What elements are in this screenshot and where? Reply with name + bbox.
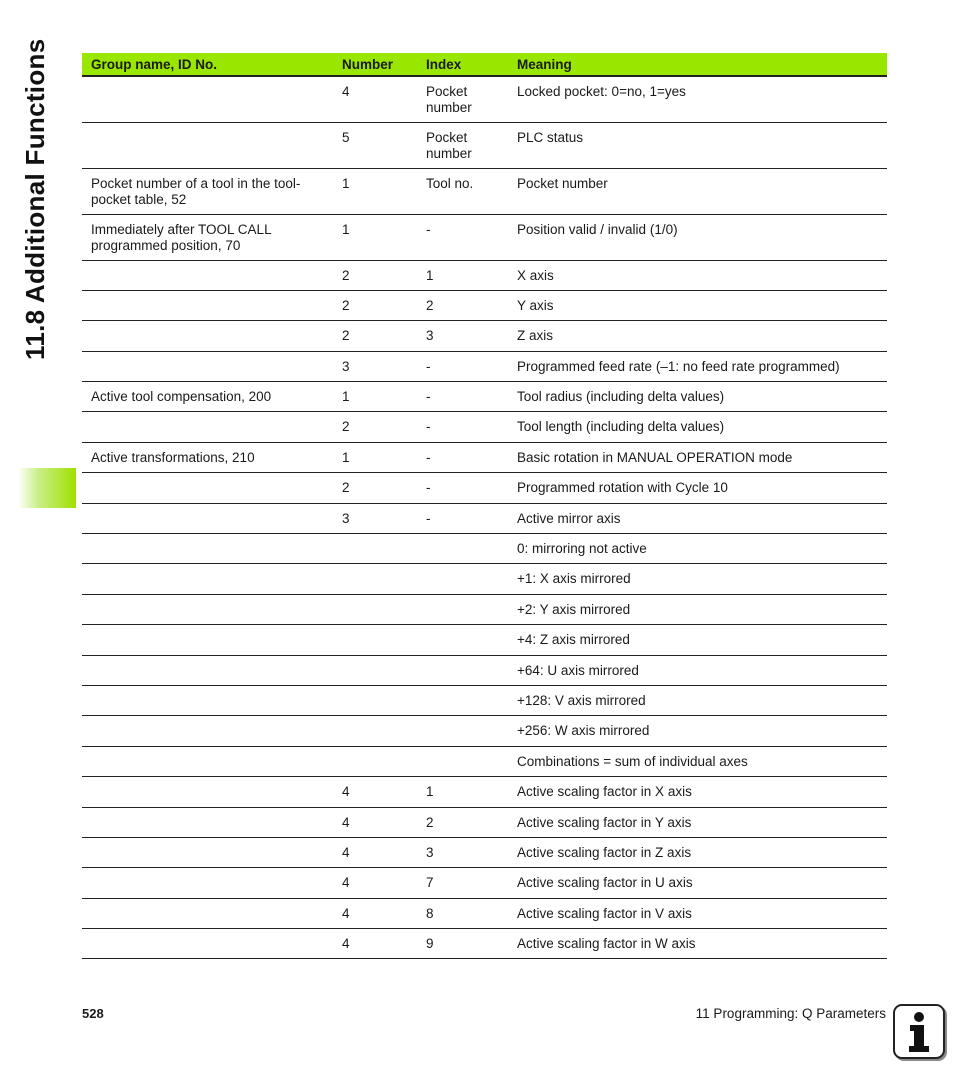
cell-group-name-text bbox=[91, 625, 324, 632]
cell-index bbox=[417, 351, 508, 381]
cell-meaning bbox=[508, 351, 887, 381]
cell-number-text: 3 bbox=[342, 510, 350, 526]
header-index: Index bbox=[417, 53, 508, 76]
cell-meaning bbox=[508, 122, 887, 168]
cell-group-name-text bbox=[91, 123, 324, 130]
cell-meaning bbox=[508, 290, 887, 320]
table-row bbox=[82, 321, 887, 351]
chapter-side-title: 11.8 Additional Functions bbox=[20, 38, 50, 360]
cell-group-name bbox=[82, 929, 333, 959]
cell-number bbox=[333, 625, 417, 655]
cell-index-text: - bbox=[426, 419, 431, 435]
cell-number bbox=[333, 837, 417, 867]
cell-number-text: 1 bbox=[342, 389, 350, 405]
cell-meaning-text: Programmed feed rate (–1: no feed rate programmed) bbox=[517, 358, 840, 374]
table-row bbox=[82, 837, 887, 867]
cell-index bbox=[417, 214, 508, 260]
cell-number-text bbox=[342, 686, 408, 693]
cell-number bbox=[333, 716, 417, 746]
table-row bbox=[82, 214, 887, 260]
cell-group-name bbox=[82, 168, 333, 214]
cell-meaning bbox=[508, 168, 887, 214]
cell-meaning-text: Y axis bbox=[517, 297, 554, 313]
cell-group-name-text bbox=[91, 473, 324, 480]
cell-index-text bbox=[426, 564, 499, 571]
cell-index-text bbox=[426, 595, 499, 602]
cell-group-name-text bbox=[91, 899, 324, 906]
cell-group-name-text: Immediately after TOOL CALL programmed position, 70 bbox=[91, 221, 272, 253]
cell-meaning bbox=[508, 594, 887, 624]
cell-group-name bbox=[82, 746, 333, 776]
cell-group-name-text bbox=[91, 808, 324, 815]
table-row bbox=[82, 473, 887, 503]
cell-number-text: 4 bbox=[342, 84, 350, 99]
cell-meaning bbox=[508, 898, 887, 928]
cell-index-text bbox=[426, 625, 499, 632]
cell-index bbox=[417, 76, 508, 122]
cell-index-text: 1 bbox=[426, 784, 434, 800]
cell-index bbox=[417, 412, 508, 442]
cell-number-text: 4 bbox=[342, 875, 350, 891]
cell-number-text bbox=[342, 656, 408, 663]
cell-index-text: - bbox=[426, 480, 431, 496]
cell-meaning-text: PLC status bbox=[517, 129, 584, 145]
cell-number-text: 2 bbox=[342, 297, 350, 313]
header-meaning: Meaning bbox=[508, 53, 887, 76]
cell-group-name-text bbox=[91, 352, 324, 359]
cell-group-name-text: Pocket number of a tool in the tool-pocket table, 52 bbox=[91, 175, 301, 207]
cell-number-text: 2 bbox=[342, 480, 350, 496]
cell-meaning-text: Tool radius (including delta values) bbox=[517, 389, 725, 405]
cell-number-text bbox=[342, 534, 408, 541]
cell-number-text: 2 bbox=[342, 328, 350, 344]
table-row bbox=[82, 442, 887, 472]
cell-number bbox=[333, 76, 417, 122]
cell-meaning-text: +1: X axis mirrored bbox=[517, 571, 631, 587]
cell-meaning bbox=[508, 655, 887, 685]
cell-group-name bbox=[82, 807, 333, 837]
info-icon bbox=[893, 1004, 945, 1059]
cell-meaning-text: Active scaling factor in U axis bbox=[517, 875, 693, 891]
cell-index-text: 8 bbox=[426, 905, 434, 921]
cell-group-name-text bbox=[91, 777, 324, 784]
cell-number bbox=[333, 503, 417, 533]
cell-group-name bbox=[82, 351, 333, 381]
cell-group-name-text bbox=[91, 412, 324, 419]
cell-group-name bbox=[82, 321, 333, 351]
header-group-name: Group name, ID No. bbox=[82, 53, 333, 76]
chapter-footer: 11 Programming: Q Parameters bbox=[695, 1006, 886, 1021]
cell-index-text: 2 bbox=[426, 814, 434, 830]
cell-group-name bbox=[82, 625, 333, 655]
cell-index bbox=[417, 122, 508, 168]
cell-group-name bbox=[82, 868, 333, 898]
cell-group-name-text bbox=[91, 686, 324, 693]
cell-group-name-text bbox=[91, 716, 324, 723]
cell-number-text bbox=[342, 595, 408, 602]
cell-group-name-text bbox=[91, 747, 324, 754]
cell-group-name-text bbox=[91, 656, 324, 663]
cell-meaning bbox=[508, 716, 887, 746]
cell-group-name bbox=[82, 777, 333, 807]
table-row bbox=[82, 655, 887, 685]
cell-group-name bbox=[82, 442, 333, 472]
cell-meaning-text: +256: W axis mirrored bbox=[517, 723, 650, 739]
cell-number-text: 1 bbox=[342, 449, 350, 465]
cell-meaning bbox=[508, 473, 887, 503]
cell-number bbox=[333, 746, 417, 776]
cell-index bbox=[417, 290, 508, 320]
cell-index bbox=[417, 929, 508, 959]
cell-number-text bbox=[342, 747, 408, 754]
cell-number-text: 4 bbox=[342, 844, 350, 860]
cell-index bbox=[417, 594, 508, 624]
cell-number-text: 2 bbox=[342, 419, 350, 435]
cell-index bbox=[417, 777, 508, 807]
table-row bbox=[82, 746, 887, 776]
table-row bbox=[82, 122, 887, 168]
table-row bbox=[82, 290, 887, 320]
table-row bbox=[82, 412, 887, 442]
cell-number bbox=[333, 929, 417, 959]
cell-index-text: 1 bbox=[426, 267, 434, 283]
table-row bbox=[82, 351, 887, 381]
table-row bbox=[82, 76, 887, 122]
cell-number-text: 3 bbox=[342, 358, 350, 374]
cell-group-name-text: Active tool compensation, 200 bbox=[91, 389, 272, 405]
table-row bbox=[82, 534, 887, 564]
cell-group-name-text bbox=[91, 534, 324, 541]
cell-number bbox=[333, 442, 417, 472]
cell-number bbox=[333, 351, 417, 381]
table-row bbox=[82, 503, 887, 533]
cell-group-name-text bbox=[91, 504, 324, 511]
cell-group-name bbox=[82, 260, 333, 290]
cell-meaning-text: +4: Z axis mirrored bbox=[517, 632, 630, 648]
cell-meaning bbox=[508, 260, 887, 290]
cell-meaning bbox=[508, 837, 887, 867]
table-row bbox=[82, 168, 887, 214]
cell-index bbox=[417, 868, 508, 898]
cell-number-text bbox=[342, 564, 408, 571]
cell-index bbox=[417, 655, 508, 685]
cell-index-text: - bbox=[426, 389, 431, 405]
cell-meaning bbox=[508, 564, 887, 594]
cell-meaning bbox=[508, 868, 887, 898]
table-row bbox=[82, 868, 887, 898]
table-row bbox=[82, 564, 887, 594]
cell-number-text: 4 bbox=[342, 936, 350, 952]
cell-meaning bbox=[508, 746, 887, 776]
cell-meaning-text: Combinations = sum of individual axes bbox=[517, 753, 748, 769]
table-row bbox=[82, 260, 887, 290]
cell-group-name bbox=[82, 473, 333, 503]
cell-number bbox=[333, 290, 417, 320]
cell-index bbox=[417, 564, 508, 594]
table-row bbox=[82, 685, 887, 715]
cell-index-text: 9 bbox=[426, 936, 434, 952]
cell-meaning-text: Tool length (including delta values) bbox=[517, 419, 725, 435]
cell-number bbox=[333, 868, 417, 898]
cell-group-name-text bbox=[91, 261, 324, 268]
cell-group-name-text bbox=[91, 929, 324, 936]
table-row bbox=[82, 807, 887, 837]
cell-group-name bbox=[82, 214, 333, 260]
cell-index bbox=[417, 168, 508, 214]
cell-meaning bbox=[508, 442, 887, 472]
cell-number-text: 1 bbox=[342, 175, 350, 191]
cell-index-text: - bbox=[426, 449, 431, 465]
cell-meaning bbox=[508, 321, 887, 351]
cell-index-text: - bbox=[426, 510, 431, 526]
cell-group-name bbox=[82, 412, 333, 442]
cell-number bbox=[333, 564, 417, 594]
cell-index bbox=[417, 807, 508, 837]
cell-index-text bbox=[426, 747, 499, 754]
cell-group-name-text bbox=[91, 564, 324, 571]
cell-index bbox=[417, 382, 508, 412]
cell-number bbox=[333, 777, 417, 807]
cell-group-name bbox=[82, 594, 333, 624]
cell-meaning-text: Z axis bbox=[517, 328, 554, 344]
cell-group-name-text bbox=[91, 77, 324, 84]
cell-group-name bbox=[82, 122, 333, 168]
cell-index-text bbox=[426, 716, 499, 723]
cell-group-name bbox=[82, 534, 333, 564]
cell-meaning-text: Locked pocket: 0=no, 1=yes bbox=[517, 84, 686, 99]
table-row bbox=[82, 929, 887, 959]
cell-index bbox=[417, 837, 508, 867]
cell-number bbox=[333, 534, 417, 564]
cell-index-text: Tool no. bbox=[426, 175, 474, 191]
cell-group-name bbox=[82, 564, 333, 594]
cell-meaning-text: Pocket number bbox=[517, 175, 608, 191]
cell-number-text: 4 bbox=[342, 814, 350, 830]
cell-index bbox=[417, 534, 508, 564]
cell-number-text bbox=[342, 625, 408, 632]
cell-meaning bbox=[508, 625, 887, 655]
cell-index-text: 7 bbox=[426, 875, 434, 891]
cell-index-text bbox=[426, 656, 499, 663]
cell-meaning bbox=[508, 807, 887, 837]
cell-index bbox=[417, 503, 508, 533]
cell-index bbox=[417, 746, 508, 776]
cell-meaning-text: Active scaling factor in Y axis bbox=[517, 814, 692, 830]
q-parameter-table bbox=[82, 53, 887, 959]
cell-index-text: - bbox=[426, 358, 431, 374]
cell-group-name bbox=[82, 655, 333, 685]
cell-meaning-text: 0: mirroring not active bbox=[517, 541, 647, 557]
cell-meaning bbox=[508, 503, 887, 533]
cell-group-name-text bbox=[91, 595, 324, 602]
cell-group-name-text: Active transformations, 210 bbox=[91, 449, 255, 465]
cell-meaning-text: +64: U axis mirrored bbox=[517, 662, 639, 678]
cell-number bbox=[333, 122, 417, 168]
cell-index bbox=[417, 716, 508, 746]
table-row bbox=[82, 716, 887, 746]
cell-meaning-text: Programmed rotation with Cycle 10 bbox=[517, 480, 728, 496]
cell-group-name bbox=[82, 685, 333, 715]
cell-group-name bbox=[82, 716, 333, 746]
cell-number-text bbox=[342, 716, 408, 723]
cell-number bbox=[333, 382, 417, 412]
cell-group-name-text bbox=[91, 868, 324, 875]
cell-meaning bbox=[508, 382, 887, 412]
cell-group-name bbox=[82, 503, 333, 533]
cell-meaning-text: Active scaling factor in W axis bbox=[517, 936, 696, 952]
cell-meaning-text: X axis bbox=[517, 267, 554, 283]
cell-meaning bbox=[508, 929, 887, 959]
cell-group-name bbox=[82, 837, 333, 867]
cell-meaning bbox=[508, 685, 887, 715]
cell-index bbox=[417, 625, 508, 655]
cell-group-name bbox=[82, 76, 333, 122]
cell-number bbox=[333, 807, 417, 837]
cell-number bbox=[333, 321, 417, 351]
cell-index bbox=[417, 473, 508, 503]
cell-group-name-text bbox=[91, 838, 324, 845]
cell-group-name bbox=[82, 290, 333, 320]
header-number: Number bbox=[333, 53, 417, 76]
table-row bbox=[82, 777, 887, 807]
cell-index bbox=[417, 685, 508, 715]
table-row bbox=[82, 382, 887, 412]
cell-index-text: - bbox=[426, 221, 431, 237]
cell-number bbox=[333, 898, 417, 928]
cell-index bbox=[417, 898, 508, 928]
cell-number bbox=[333, 214, 417, 260]
cell-meaning-text: Active scaling factor in X axis bbox=[517, 784, 692, 800]
cell-meaning-text: +2: Y axis mirrored bbox=[517, 601, 631, 617]
cell-group-name bbox=[82, 382, 333, 412]
cell-number bbox=[333, 473, 417, 503]
cell-meaning-text: +128: V axis mirrored bbox=[517, 692, 646, 708]
cell-meaning bbox=[508, 777, 887, 807]
table-row bbox=[82, 594, 887, 624]
table-header-row bbox=[82, 53, 887, 76]
chapter-tab-marker bbox=[18, 468, 76, 508]
cell-number bbox=[333, 168, 417, 214]
cell-meaning bbox=[508, 534, 887, 564]
cell-meaning-text: Active scaling factor in Z axis bbox=[517, 844, 692, 860]
cell-meaning bbox=[508, 412, 887, 442]
cell-number-text: 4 bbox=[342, 905, 350, 921]
cell-meaning-text: Position valid / invalid (1/0) bbox=[517, 221, 678, 237]
cell-index bbox=[417, 260, 508, 290]
cell-number bbox=[333, 260, 417, 290]
cell-meaning-text: Active scaling factor in V axis bbox=[517, 905, 692, 921]
cell-index-text: Pocket number bbox=[426, 129, 472, 161]
table-row bbox=[82, 625, 887, 655]
cell-index-text bbox=[426, 686, 499, 693]
cell-group-name-text bbox=[91, 321, 324, 328]
cell-meaning-text: Active mirror axis bbox=[517, 510, 621, 526]
cell-index-text bbox=[426, 534, 499, 541]
table-row bbox=[82, 898, 887, 928]
cell-index bbox=[417, 442, 508, 472]
cell-index-text: 3 bbox=[426, 328, 434, 344]
cell-number bbox=[333, 412, 417, 442]
cell-group-name-text bbox=[91, 291, 324, 298]
cell-meaning-text: Basic rotation in MANUAL OPERATION mode bbox=[517, 449, 793, 465]
cell-index-text: 2 bbox=[426, 297, 434, 313]
cell-number bbox=[333, 685, 417, 715]
cell-group-name bbox=[82, 898, 333, 928]
cell-number-text: 2 bbox=[342, 267, 350, 283]
page-number: 528 bbox=[82, 1006, 104, 1021]
cell-number-text: 5 bbox=[342, 129, 350, 145]
cell-meaning bbox=[508, 76, 887, 122]
cell-index-text: 3 bbox=[426, 844, 434, 860]
cell-number bbox=[333, 655, 417, 685]
cell-meaning bbox=[508, 214, 887, 260]
cell-number-text: 4 bbox=[342, 784, 350, 800]
cell-number-text: 1 bbox=[342, 221, 350, 237]
cell-index-text: Pocket number bbox=[426, 84, 472, 115]
cell-index bbox=[417, 321, 508, 351]
cell-number bbox=[333, 594, 417, 624]
